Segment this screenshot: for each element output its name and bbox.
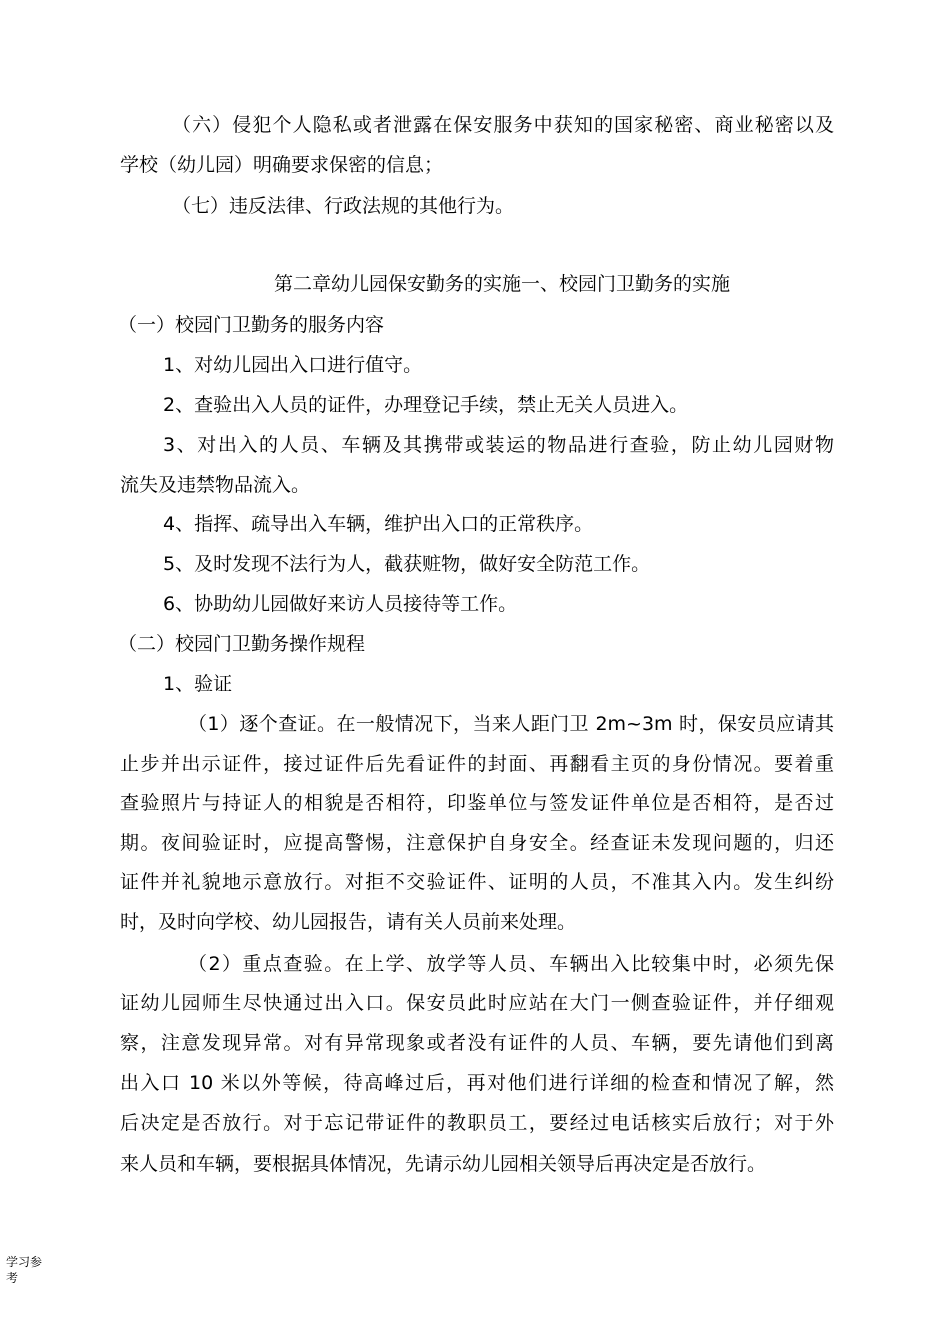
para-1-line-3: 查验照片与持证人的相貌是否相符，印鉴单位与签发证件单位是否相符，是否过 — [120, 792, 834, 814]
item-6-line-2: 学校（幼儿园）明确要求保密的信息； — [120, 154, 444, 176]
para-2-line-3: 察，注意发现异常。对有异常现象或者没有证件的人员、车辆，要先请他们到离 — [120, 1032, 834, 1054]
para-2-line-1: （2）重点查验。在上学、放学等人员、车辆出入比较集中时，必须先保 — [188, 953, 834, 975]
footer-note — [6, 1254, 42, 1286]
para-1-line-6: 时，及时向学校、幼儿园报告，请有关人员前来处理。 — [120, 911, 577, 933]
section-1-item-3-line-1: 3、对出入的人员、车辆及其携带或装运的物品进行查验，防止幼儿园财物 — [163, 434, 834, 456]
chapter-title: 第二章幼儿园保安勤务的实施一、校园门卫勤务的实施 — [274, 273, 731, 295]
para-2-line-6: 来人员和车辆，要根据具体情况，先请示幼儿园相关领导后再决定是否放行。 — [120, 1153, 767, 1175]
para-1-line-5: 证件并礼貌地示意放行。对拒不交验证件、证明的人员，不准其入内。发生纠纷 — [120, 871, 834, 893]
para-2-line-2: 证幼儿园师生尽快通过出入口。保安员此时应站在大门一侧查验证件，并仔细观 — [120, 992, 834, 1014]
item-7: （七）违反法律、行政法规的其他行为。 — [172, 195, 515, 217]
para-1-line-1: （1）逐个查证。在一般情况下，当来人距门卫 2m~3m 时，保安员应请其 — [188, 713, 834, 735]
para-1-line-4: 期。夜间验证时，应提高警惕，注意保护自身安全。经查证未发现问题的，归还 — [120, 832, 834, 854]
section-1-item-1: 1、对幼儿园出入口进行值守。 — [163, 354, 423, 376]
para-2-line-5: 后决定是否放行。对于忘记带证件的教职员工，要经过电话核实后放行；对于外 — [120, 1112, 834, 1134]
footer-line-2: 考 — [6, 1271, 19, 1285]
section-2-sub-1-heading: 1、验证 — [163, 673, 233, 695]
section-2-heading: （二）校园门卫勤务操作规程 — [118, 633, 366, 655]
section-1-item-6: 6、协助幼儿园做好来访人员接待等工作。 — [163, 593, 518, 615]
section-1-item-3-line-2: 流失及违禁物品流入。 — [120, 474, 311, 496]
para-2-line-4: 出入口 10 米以外等候，待高峰过后，再对他们进行详细的检查和情况了解，然 — [120, 1072, 834, 1094]
footer-line-1: 学习参 — [6, 1255, 43, 1269]
item-6-line-1: （六）侵犯个人隐私或者泄露在保安服务中获知的国家秘密、商业秘密以及 — [172, 114, 834, 136]
para-1-line-2: 止步并出示证件，接过证件后先看证件的封面、再翻看主页的身份情况。要着重 — [120, 753, 834, 775]
section-1-heading: （一）校园门卫勤务的服务内容 — [118, 314, 385, 336]
section-1-item-4: 4、指挥、疏导出入车辆，维护出入口的正常秩序。 — [163, 513, 594, 535]
section-1-item-2: 2、查验出入人员的证件，办理登记手续，禁止无关人员进入。 — [163, 394, 689, 416]
section-1-item-5: 5、及时发现不法行为人，截获赃物，做好安全防范工作。 — [163, 553, 651, 575]
